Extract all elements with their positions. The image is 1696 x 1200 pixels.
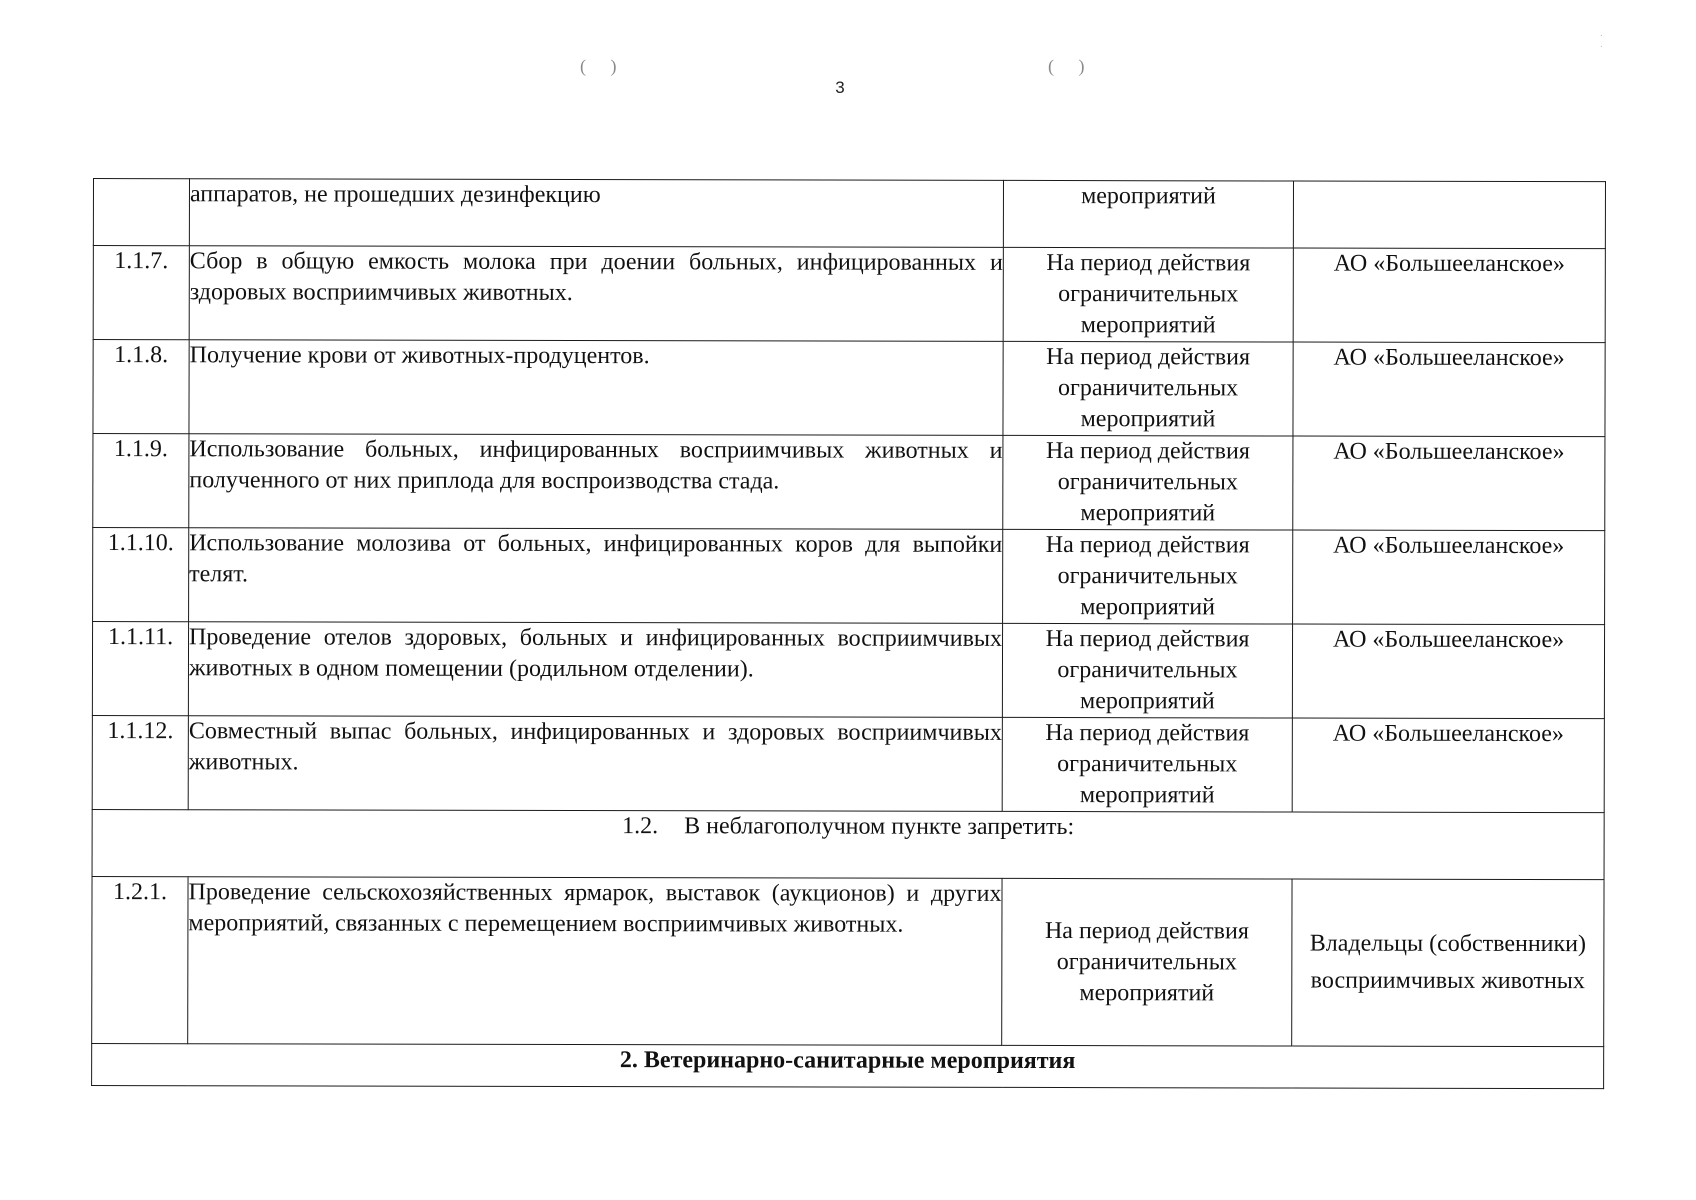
punch-hole-mark-right: ( ) (1048, 56, 1095, 76)
section-heading-2: 2. Ветеринарно-санитарные мероприятия (92, 1043, 1604, 1088)
responsible-cell: Владельцы (собственники) восприимчивых животных (1292, 879, 1604, 1047)
responsible-cell: АО «Большееланское» (1293, 530, 1605, 625)
measures-table (91, 178, 1606, 1089)
period-cell: На период действия ограничительных мероприятий (1002, 878, 1292, 1046)
punch-hole-mark-left: ( ) (580, 56, 627, 76)
responsible-cell: АО «Большееланское» (1293, 342, 1605, 437)
period-cell: На период действия ограничительных мероприятий (1003, 529, 1293, 624)
row-number: 1.2.1. (92, 876, 188, 1043)
section-title: В неблагополучном пункте запретить: (684, 813, 1075, 841)
row-number-cell (93, 179, 189, 246)
table-row (93, 246, 1605, 343)
table-row (92, 876, 1604, 1046)
responsible-cell (1293, 181, 1605, 249)
table-row-continuation (93, 179, 1605, 249)
measure-text: Сбор в общую емкость молока при доении больных, инфицированных и здоровых восприимчивых животных. (189, 246, 1003, 342)
measure-text: Получение крови от животных-продуцентов. (189, 340, 1003, 436)
period-cell: На период действия ограничительных мероприятий (1002, 623, 1292, 718)
table-row (92, 715, 1604, 812)
period-cell: На период действия ограничительных мероприятий (1003, 435, 1293, 530)
section-heading-row (92, 809, 1604, 879)
table-row (92, 622, 1604, 719)
responsible-cell: АО «Большееланское» (1293, 248, 1605, 343)
period-cell: На период действия ограничительных мероприятий (1002, 717, 1292, 812)
row-number: 1.1.12. (92, 715, 188, 809)
row-number: 1.1.11. (92, 622, 188, 716)
table-row (93, 434, 1605, 531)
responsible-cell: АО «Большееланское» (1293, 436, 1605, 531)
period-cell: На период действия ограничительных мероприятий (1003, 247, 1293, 342)
period-cell: На период действия ограничительных мероприятий (1003, 341, 1293, 436)
table-row (93, 340, 1605, 437)
row-number: 1.1.8. (93, 340, 189, 434)
responsible-cell: АО «Большееланское» (1292, 624, 1604, 719)
measure-text: Проведение сельскохозяйственных ярмарок, выставок (аукционов) и других мероприятий, связанных с перемещением восприимчивых животных. (188, 877, 1002, 1046)
section-heading (92, 809, 1604, 879)
measure-text: аппаратов, не прошедших дезинфекцию (189, 179, 1003, 248)
row-number: 1.1.9. (93, 434, 189, 528)
section-heading-row (92, 1043, 1604, 1088)
measure-text: Использование больных, инфицированных восприимчивых животных и полученного от них приплода для воспроизводства стада. (189, 434, 1003, 530)
table-row (93, 528, 1605, 625)
measure-text: Проведение отелов здоровых, больных и инфицированных восприимчивых животных в одном помещении (родильном отделении). (188, 622, 1002, 718)
page-number: 3 (835, 78, 845, 97)
section-number: 1.2. (622, 813, 659, 840)
measure-text: Совместный выпас больных, инфицированных и здоровых восприимчивых животных. (188, 716, 1002, 812)
scan-marks: . . (1600, 28, 1633, 50)
row-number: 1.1.10. (93, 528, 189, 622)
period-cell: мероприятий (1003, 180, 1293, 248)
measure-text: Использование молозива от больных, инфицированных коров для выпойки телят. (189, 528, 1003, 624)
responsible-cell: АО «Большееланское» (1292, 718, 1604, 813)
row-number: 1.1.7. (93, 246, 189, 340)
